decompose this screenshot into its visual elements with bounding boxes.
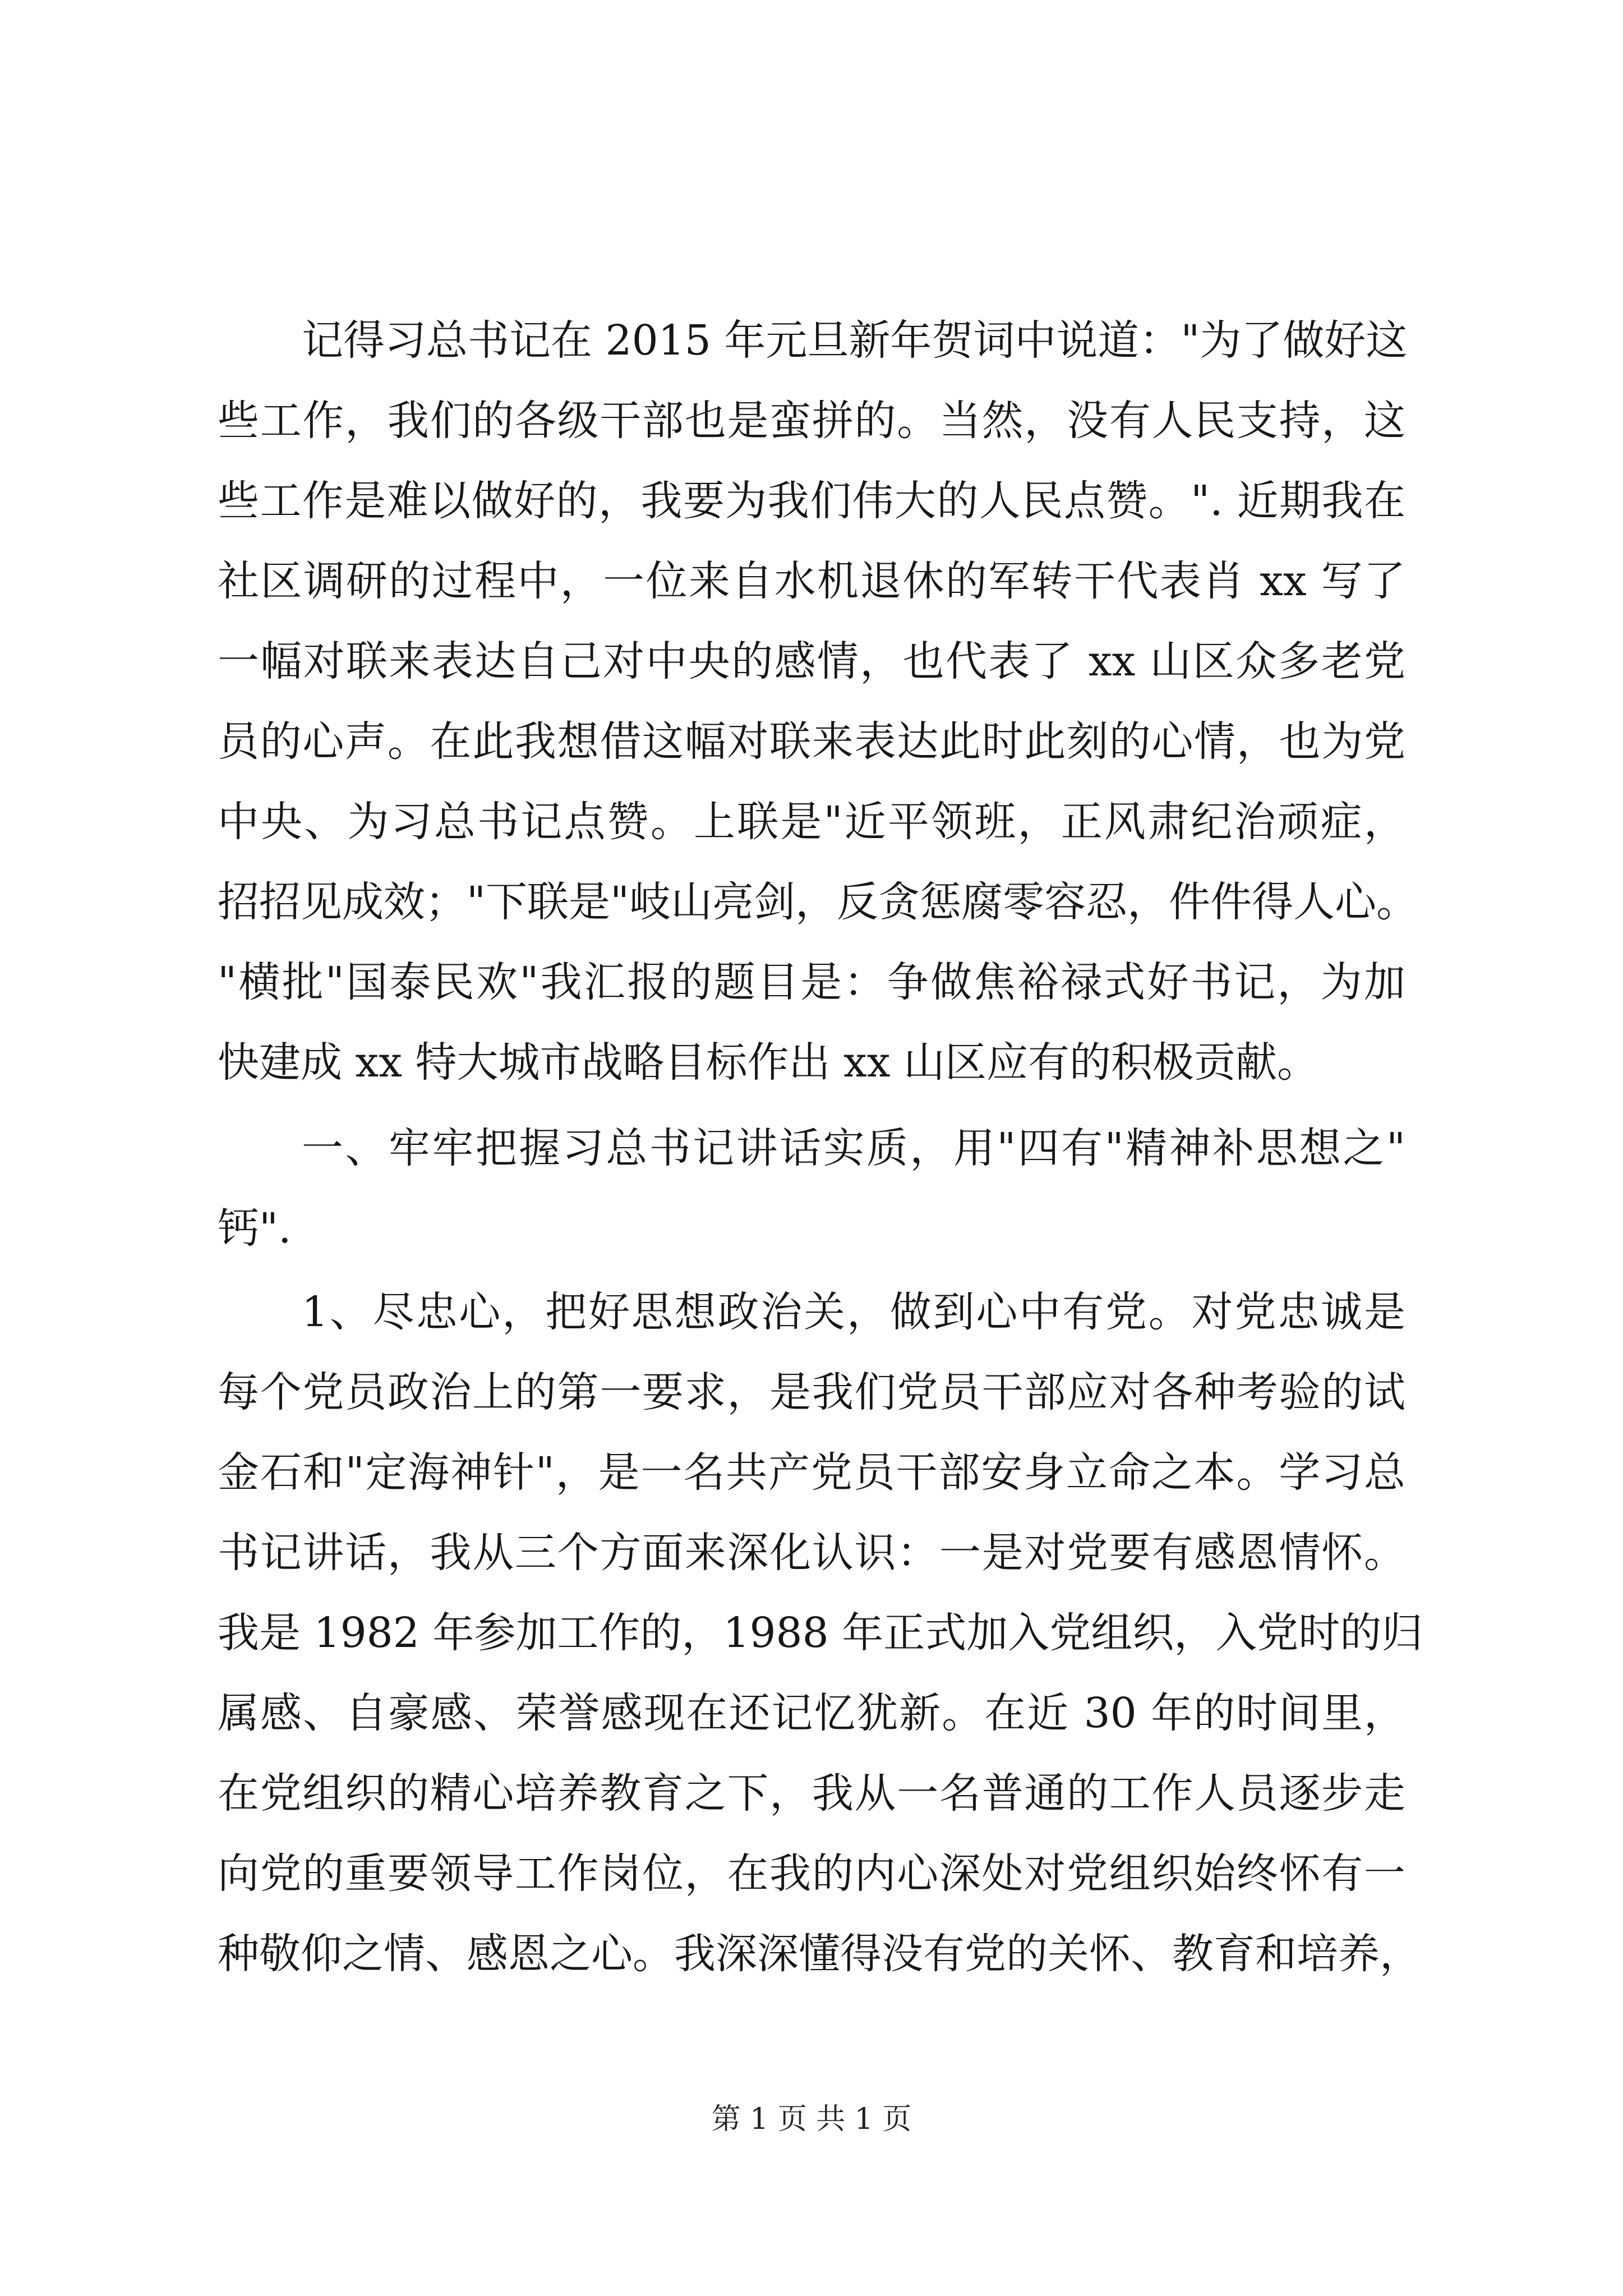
text-line: 每个党员政治上的第一要求，是我们党员干部应对各种考验的试 [218,1368,1405,1416]
text-line: 快建成 xx 特大城市战略目标作出 xx 山区应有的积极贡献。 [218,1038,1319,1087]
text-line: 一、牢牢把握习总书记讲话实质，用"四有"精神补思想之" [302,1124,1405,1172]
text-line: 我是 1982 年参加工作的，1988 年正式加入党组织，入党时的归 [218,1609,1423,1657]
text-line: 在党组织的精心培养教育之下，我从一名普通的工作人员逐步走 [218,1769,1405,1818]
text-line: 中央、为习总书记点赞。上联是"近平领班，正风肃纪治顽症， [218,798,1405,846]
text-line: 1、尽忠心，把好思想政治关，做到心中有党。对党忠诚是 [302,1288,1405,1336]
text-line: 书记讲话，我从三个方面来深化认识：一是对党要有感恩情怀。 [218,1529,1405,1577]
text-line: "横批"国泰民欢"我汇报的题目是：争做焦裕禄式好书记，为加 [218,958,1405,1006]
text-line: 属感、自豪感、荣誉感现在还记忆犹新。在近 30 年的时间里， [218,1689,1405,1737]
text-line: 些工作是难以做好的，我要为我们伟大的人民点赞。". 近期我在 [218,477,1405,525]
text-line: 钙". [218,1204,292,1253]
text-line: 员的心声。在此我想借这幅对联来表达此时此刻的心情，也为党 [218,717,1405,766]
paragraph [218,1272,1423,1994]
text-line: 些工作，我们的各级干部也是蛮拼的。当然，没有人民支持，这 [218,397,1405,445]
text-line: 种敬仰之情、感恩之心。我深深懂得没有党的关怀、教育和培养， [218,1930,1421,1978]
text-line: 金石和"定海神针"，是一名共产党员干部安身立命之本。学习总 [218,1448,1405,1497]
document-body [218,301,1423,1994]
text-line: 招招见成效；"下联是"岐山亮剑，反贪惩腐零容忍，件件得人心。 [218,878,1418,926]
paragraph [218,301,1418,1103]
section-heading-paragraph [218,1108,1405,1269]
page-number-footer: 第 1 页 共 1 页 [711,2102,912,2136]
text-line: 一幅对联来表达自己对中央的感情，也代表了 xx 山区众多老党 [218,637,1405,685]
text-line: 记得习总书记在 2015 年元旦新年贺词中说道："为了做好这 [302,316,1408,365]
text-line: 向党的重要领导工作岗位，在我的内心深处对党组织始终怀有一 [218,1849,1405,1898]
text-line: 社区调研的过程中，一位来自水机退休的军转干代表肖 xx 写了 [218,557,1405,605]
